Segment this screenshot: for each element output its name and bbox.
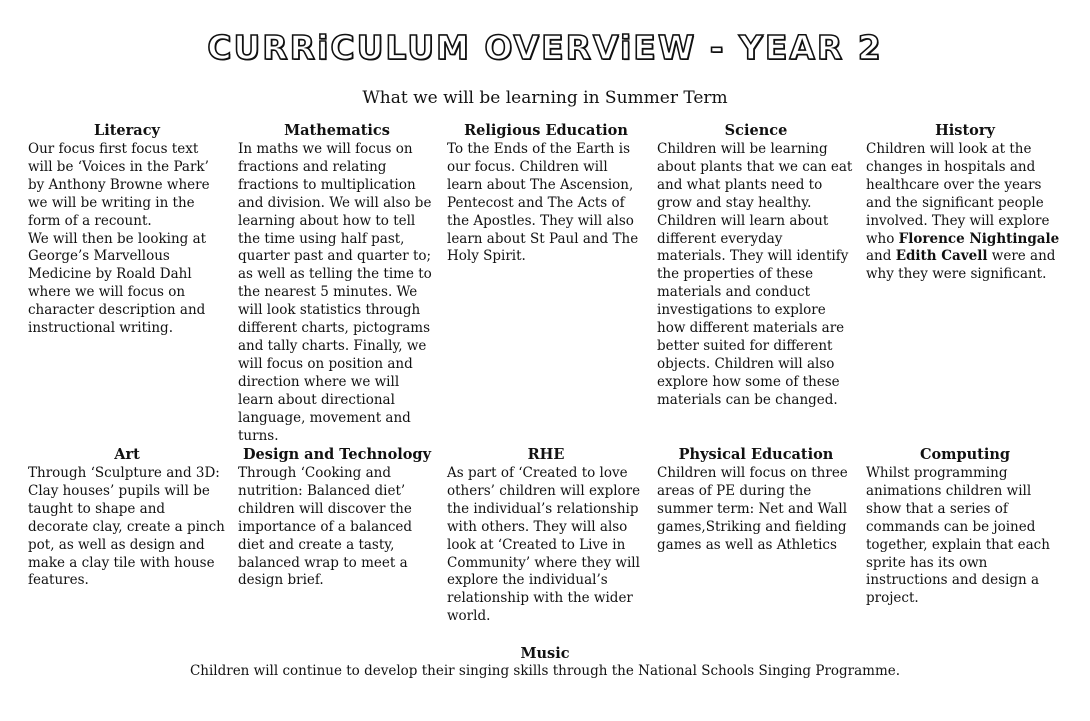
- section-heading: Religious Education: [464, 122, 628, 139]
- section-heading: Design and Technology: [242, 446, 431, 463]
- section-heading: Music: [520, 645, 570, 662]
- section-religious-education: [447, 122, 645, 266]
- section-literacy: [28, 122, 226, 338]
- section-text: Through ‘Cooking and nutrition: Balanced diet’ children will discover the importance of a balanced diet and create a tasty, balanced wrap to meet a design brief.: [238, 465, 413, 589]
- section-computing: [866, 446, 1064, 608]
- section-heading: Computing: [919, 446, 1011, 463]
- section-text: Whilst programming animations children will show that a series of commands can be joined together, explain that each sprite has its own instructions and design a project.: [866, 465, 1050, 607]
- section-art: [28, 446, 226, 590]
- bold-name-cavell: Edith Cavell: [895, 248, 988, 265]
- section-music: [0, 645, 1090, 681]
- section-heading: RHE: [527, 446, 565, 463]
- page-subtitle: What we will be learning in Summer Term: [362, 88, 728, 108]
- section-heading: Mathematics: [284, 122, 390, 139]
- section-text: Through ‘Sculpture and 3D: Clay houses’ pupils will be taught to shape and decorate clay, create a pinch pot, as well as design and make a clay tile with house features.: [28, 465, 225, 589]
- section-heading: History: [935, 122, 995, 139]
- section-text: Children will focus on three areas of PE during the summer term: Net and Wall games,Striking and fielding games as well as Athletics: [657, 465, 848, 553]
- section-text: Our focus first focus text will be ‘Voices in the Park’ by Anthony Browne where we will be writing in the form of a recount. We will then be looking at George’s Marvellous Medicine by Roald Dahl where we will focus on character description and instructional writing.: [28, 141, 210, 337]
- section-design-technology: [238, 446, 436, 590]
- section-heading: Literacy: [94, 122, 160, 139]
- page-title: CURRiCULUM OVERViEW - YEAR 2: [207, 28, 883, 67]
- section-text: To the Ends of the Earth is our focus. Children will learn about The Ascension, Pentecost and The Acts of the Apostles. They will also learn about St Paul and The Holy Spirit.: [447, 141, 639, 265]
- section-text: As part of ‘Created to love others’ children will explore the individual’s relationship with others. They will also look at ‘Created to Live in Community’ where they will explore the individual’s relationship with the wider world.: [447, 465, 641, 625]
- section-rhe: [447, 446, 645, 626]
- section-history: [866, 122, 1064, 284]
- section-text: In maths we will focus on fractions and relating fractions to multiplication and division. We will also be learning about how to tell the time using half past, quarter past and quarter to; as well as telling the time to the nearest 5 minutes. We will look statistics through different charts, pictograms and tally charts. Finally, we will focus on position and direction where we will learn about directional language, movement and turns.: [238, 141, 432, 444]
- section-heading: Science: [724, 122, 788, 139]
- section-text: Children will be learning about plants that we can eat and what plants need to grow and stay healthy. Children will learn about different everyday materials. They will identify the properties of these materials and conduct investigations to explore how different materials are better suited for different objects. Children will also explore how some of these materials can be changed.: [657, 141, 853, 408]
- section-heading: Physical Education: [678, 446, 834, 463]
- bold-name-nightingale: Florence Nightingale: [898, 230, 1060, 247]
- section-mathematics: [238, 122, 436, 445]
- section-heading: Art: [114, 446, 140, 463]
- section-text: Children will continue to develop their singing skills through the National Schools Singing Programme.: [189, 663, 901, 679]
- section-text: Children will look at the changes in hospitals and healthcare over the years and the significant people involved. They will explore who Florence Nightingale and Edith Cavell were and why they were significant.: [866, 141, 1060, 283]
- section-science: [657, 122, 855, 410]
- section-physical-education: [657, 446, 855, 555]
